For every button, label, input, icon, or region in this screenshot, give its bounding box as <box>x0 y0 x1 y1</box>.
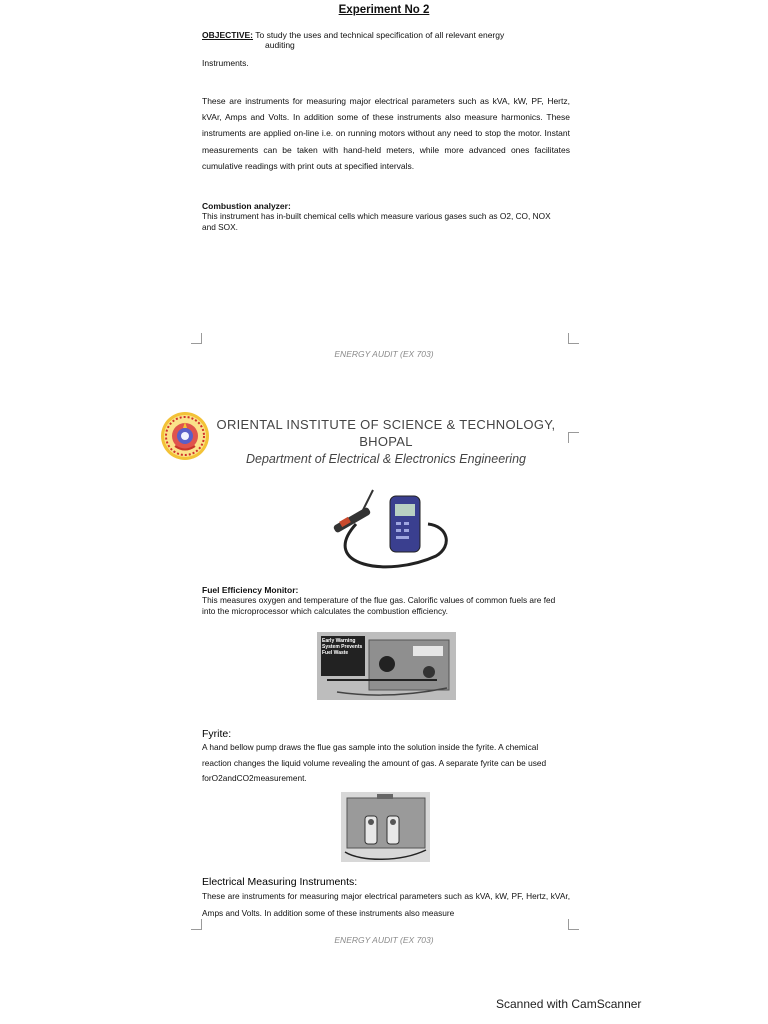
fuel-monitor-section <box>202 585 562 616</box>
electrical-section <box>202 876 570 922</box>
objective-line1: To study the uses and technical specification of all relevant energy <box>253 30 505 40</box>
fyrite-section <box>202 728 570 787</box>
institute-line2: BHOPAL <box>359 434 413 449</box>
combustion-section <box>202 201 562 232</box>
page1-footer: ENERGY AUDIT (EX 703) <box>334 349 434 359</box>
fuel-monitor-text: This measures oxygen and temperature of the flue gas. Calorific values of common fuels are fed into the microprocessor which calculates the combustion efficiency. <box>202 595 556 616</box>
crop-mark <box>568 333 579 344</box>
camscanner-watermark: Scanned with CamScanner <box>496 997 642 1011</box>
department-name: Department of Electrical & Electronics Engineering <box>246 452 526 466</box>
fyrite-image <box>341 792 430 862</box>
crop-mark <box>191 919 202 930</box>
objective <box>202 30 570 50</box>
instruments-paragraph: These are instruments for measuring major electrical parameters such as kVA, kW, PF, Hertz, kVAr, Amps and Volts. In addition some of these instruments also measure harmonics. These instruments are applied on-line i.e. on running motors without any need to stop the motor. Instant measurements can be taken with hand-held meters, while more advanced ones facilitates cumulative readings with print outs at specified intervals. <box>202 96 570 171</box>
institute-name <box>0 416 768 450</box>
fyrite-heading: Fyrite: <box>202 728 232 740</box>
combustion-text: This instrument has in-built chemical cells which measure various gases such as O2, CO, NOX and SOX. <box>202 211 551 232</box>
experiment-title: Experiment No 2 <box>338 4 430 16</box>
combustion-analyzer-image <box>318 486 453 576</box>
institute-line1: ORIENTAL INSTITUTE OF SCIENCE & TECHNOLOGY, <box>216 417 556 432</box>
page2-footer: ENERGY AUDIT (EX 703) <box>334 935 434 945</box>
electrical-text: These are instruments for measuring major electrical parameters such as kVA, kW, PF, Hertz, kVAr, Amps and Volts. In addition some of these instruments also measure <box>202 891 570 918</box>
crop-mark <box>568 919 579 930</box>
fuel-monitor-image <box>317 632 456 700</box>
electrical-heading: Electrical Measuring Instruments: <box>202 876 358 888</box>
objective-label: OBJECTIVE: <box>202 30 254 40</box>
fuel-monitor-image-caption: Early Warning System Prevents Fuel Waste <box>322 638 363 656</box>
fuel-monitor-heading: Fuel Efficiency Monitor: <box>202 585 299 595</box>
crop-mark <box>191 333 202 344</box>
combustion-heading: Combustion analyzer: <box>202 201 291 211</box>
fyrite-text: A hand bellow pump draws the flue gas sample into the solution inside the fyrite. A chemical reaction changes the liquid volume revealing the amount of gas. A separate fyrite can be used forO2andCO2measurement. <box>202 742 547 783</box>
instruments-line: Instruments. <box>202 58 249 68</box>
objective-line2: auditing <box>265 40 295 50</box>
